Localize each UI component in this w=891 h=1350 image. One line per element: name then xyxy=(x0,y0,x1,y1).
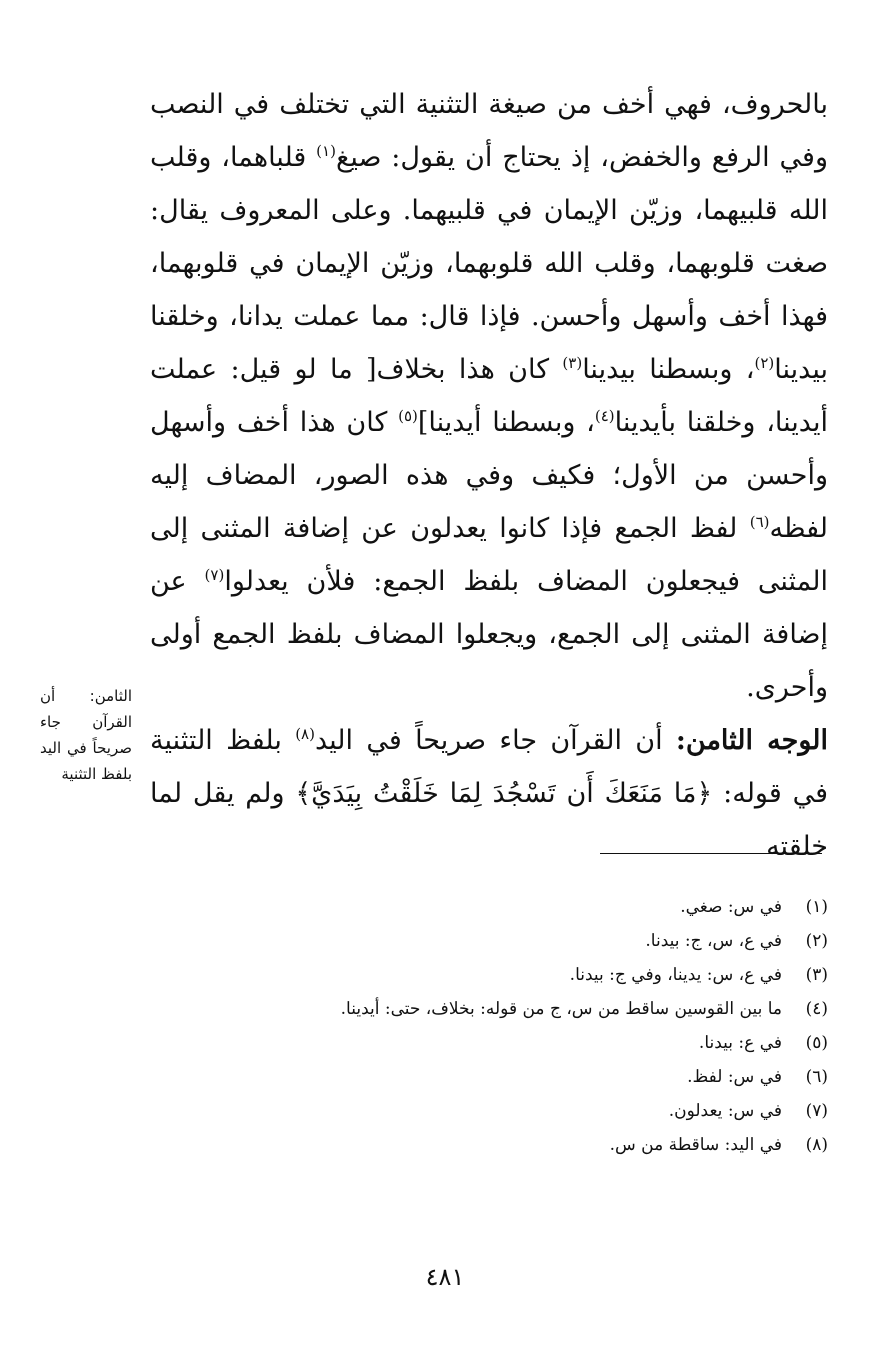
footnote-text: في س: لفظ. xyxy=(687,1067,782,1087)
footnote-item xyxy=(150,1026,828,1060)
footnote-item xyxy=(150,958,828,992)
footnote-number: (٨) xyxy=(805,1135,828,1155)
quran-verse: ﴿مَا مَنَعَكَ أَن تَسْجُدَ لِمَا خَلَقْتُ بِيَدَيَّ﴾ xyxy=(295,778,713,809)
footnote-ref: (٥) xyxy=(398,407,418,425)
footnote-item xyxy=(150,890,828,924)
text-run: كان هذا أخف وأسهل وأحسن من الأول؛ فكيف وفي هذه الصور، المضاف إليه لفظه xyxy=(150,407,828,544)
text-run: قلباهما، وقلب الله قلبيهما، وزيّن الإيمان في قلبيهما. وعلى المعروف يقال: صغت قلوبهما، وقلب الله قلوبهما، وزيّن الإيمان في قلوبهما، فهذا أخف وأسهل وأحسن. فإذا قال: مما عملت يدانا، وخلقنا بيدينا xyxy=(150,142,829,385)
paragraph xyxy=(150,714,828,873)
text-run: ولم يقل لما خلقته xyxy=(150,778,828,862)
footnote-number: (٥) xyxy=(805,1033,828,1053)
footnote-item xyxy=(150,992,828,1026)
footnote-number: (٦) xyxy=(805,1067,828,1087)
text-run: ، وبسطنا بيدينا xyxy=(582,354,755,385)
footnotes-list xyxy=(150,890,828,1162)
margin-note: الثامن: أن القرآن جاء صريحاً في اليد بلفظ التثنية xyxy=(40,687,132,783)
footnote-number: (٧) xyxy=(805,1101,828,1121)
footnote-ref: (٦) xyxy=(749,513,770,531)
footnote-ref: (٨) xyxy=(295,725,315,743)
footnote-item xyxy=(150,1094,828,1128)
text-run: ، وبسطنا أيدينا] xyxy=(417,407,595,438)
footnote-text: في س: يعدلون. xyxy=(668,1101,782,1121)
footnote-item xyxy=(150,1128,828,1162)
text-run: لفظ الجمع فإذا كانوا يعدلون عن إضافة المثنى إلى المثنى فيجعلون المضاف بلفظ الجمع: فلأن يعدلوا xyxy=(150,513,829,597)
footnote-text: في ع، س، ج: بيدنا. xyxy=(645,931,782,951)
text-run: عن إضافة المثنى إلى الجمع، ويجعلوا المضاف بلفظ الجمع أولى وأحرى. xyxy=(150,566,828,703)
footnote-number: (٤) xyxy=(805,999,828,1019)
footnote-item xyxy=(150,924,828,958)
paragraph xyxy=(150,78,828,714)
footnote-ref: (١) xyxy=(316,142,336,160)
footnote-item xyxy=(150,1060,828,1094)
footnote-number: (٣) xyxy=(805,965,828,985)
footnote-ref: (٧) xyxy=(204,566,225,584)
footnote-divider xyxy=(600,853,822,854)
footnote-text: في س: صغي. xyxy=(680,897,782,917)
footnote-text: في اليد: ساقطة من س. xyxy=(609,1135,782,1155)
footnote-text: في ع، س: يدينا، وفي ج: بيدنا. xyxy=(569,965,782,985)
footnote-text: في ع: بيدنا. xyxy=(698,1033,782,1053)
text-run: أن القرآن جاء صريحاً في اليد xyxy=(314,725,676,756)
page-number: ٤٨١ xyxy=(425,1263,465,1291)
footnote-ref: (٢) xyxy=(754,354,775,372)
text-run: كان هذا بخلاف[ ما لو قيل: عملت أيدينا، وخلقنا بأيدينا xyxy=(150,354,828,438)
footnote-text: ما بين القوسين ساقط من س، ج من قوله: بخلاف، حتى: أيدينا. xyxy=(340,999,782,1019)
main-text xyxy=(150,78,828,873)
footnote-ref: (٣) xyxy=(562,354,583,372)
footnote-number: (٢) xyxy=(805,931,828,951)
section-heading: الوجه الثامن: xyxy=(675,725,828,756)
footnote-number: (١) xyxy=(805,897,828,917)
text-run: بالحروف، فهي أخف من صيغة التثنية التي تختلف في النصب وفي الرفع والخفض، إذ يحتاج أن يقول: صيغ xyxy=(150,89,828,173)
text-run: بلفظ التثنية في قوله: xyxy=(150,725,828,809)
footnote-ref: (٤) xyxy=(594,407,615,425)
